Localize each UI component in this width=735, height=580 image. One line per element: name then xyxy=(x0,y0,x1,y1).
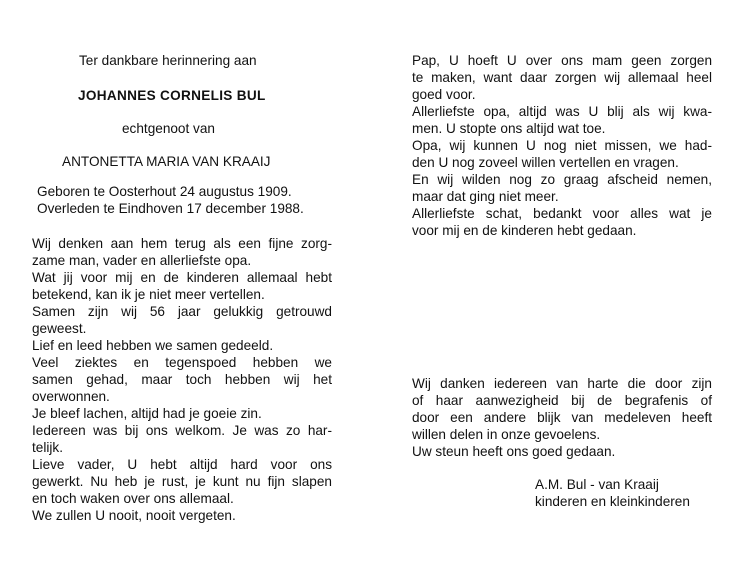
body-line: Lieve vader, U hebt altijd hard voor ons xyxy=(32,457,332,472)
death-line: Overleden te Eindhoven 17 december 1988. xyxy=(37,201,304,216)
spouse-name: ANTONETTA MARIA VAN KRAAIJ xyxy=(62,154,271,169)
thanks-line: of haar aanwezigheid bij de begrafenis of xyxy=(412,393,712,408)
body-line: telijk. xyxy=(32,440,63,455)
body-line: En wij wilden nog zo graag afscheid nemen, xyxy=(412,172,712,187)
deceased-name: JOHANNES CORNELIS BUL xyxy=(78,88,266,103)
body-line: Wat jij voor mij en de kinderen allemaal hebt xyxy=(32,270,332,285)
body-line: Allerliefste opa, altijd was U blij als wij kwa- xyxy=(412,104,712,119)
birth-line: Geboren te Oosterhout 24 augustus 1909. xyxy=(37,184,292,199)
body-line: en toch waken over ons allemaal. xyxy=(32,491,234,506)
body-line: overwonnen. xyxy=(32,389,110,404)
body-line: Pap, U hoeft U over ons mam geen zorgen xyxy=(412,53,712,68)
body-line: den U nog zoveel willen vertellen en vragen. xyxy=(412,155,679,170)
relation-line: echtgenoot van xyxy=(122,121,215,136)
body-line: Wij denken aan hem terug als een fijne zorg- xyxy=(32,236,332,251)
body-line: men. U stopte ons altijd wat toe. xyxy=(412,121,606,136)
thanks-line: Wij danken iedereen van harte die door zijn xyxy=(412,376,712,391)
intro-line: Ter dankbare herinnering aan xyxy=(79,53,257,68)
thanks-line: door een andere blijk van medeleven heeft xyxy=(412,410,712,425)
body-line: maar dat ging niet meer. xyxy=(412,189,559,204)
body-line: geweest. xyxy=(32,321,87,336)
body-line: We zullen U nooit, nooit vergeten. xyxy=(32,508,236,523)
body-line: Opa, wij kunnen U nog niet missen, we had- xyxy=(412,138,712,153)
thanks-line: willen delen in onze gevoelens. xyxy=(412,427,601,442)
body-line: te maken, want daar zorgen wij allemaal heel xyxy=(412,70,712,85)
body-line: Samen zijn wij 56 jaar gelukkig getrouwd xyxy=(32,304,332,319)
body-line: goed voor. xyxy=(412,87,476,102)
body-line: zame man, vader en allerliefste opa. xyxy=(32,253,252,268)
signature-family: kinderen en kleinkinderen xyxy=(535,494,690,509)
signature-name: A.M. Bul - van Kraaij xyxy=(535,477,659,492)
body-line: betekend, kan ik je niet meer vertellen. xyxy=(32,287,265,302)
body-line: Allerliefste schat, bedankt voor alles wat je xyxy=(412,206,712,221)
body-line: samen gehad, maar toch hebben wij het xyxy=(32,372,332,387)
body-line: Veel ziektes en tegenspoed hebben we xyxy=(32,355,332,370)
body-line: gewerkt. Nu heb je rust, je kunt nu fijn slapen xyxy=(32,474,332,489)
body-line: voor mij en de kinderen hebt gedaan. xyxy=(412,223,637,238)
body-line: Iedereen was bij ons welkom. Je was zo har- xyxy=(32,423,332,438)
body-line: Je bleef lachen, altijd had je goeie zin. xyxy=(32,406,262,421)
thanks-line: Uw steun heeft ons goed gedaan. xyxy=(412,444,616,459)
body-line: Lief en leed hebben we samen gedeeld. xyxy=(32,338,274,353)
